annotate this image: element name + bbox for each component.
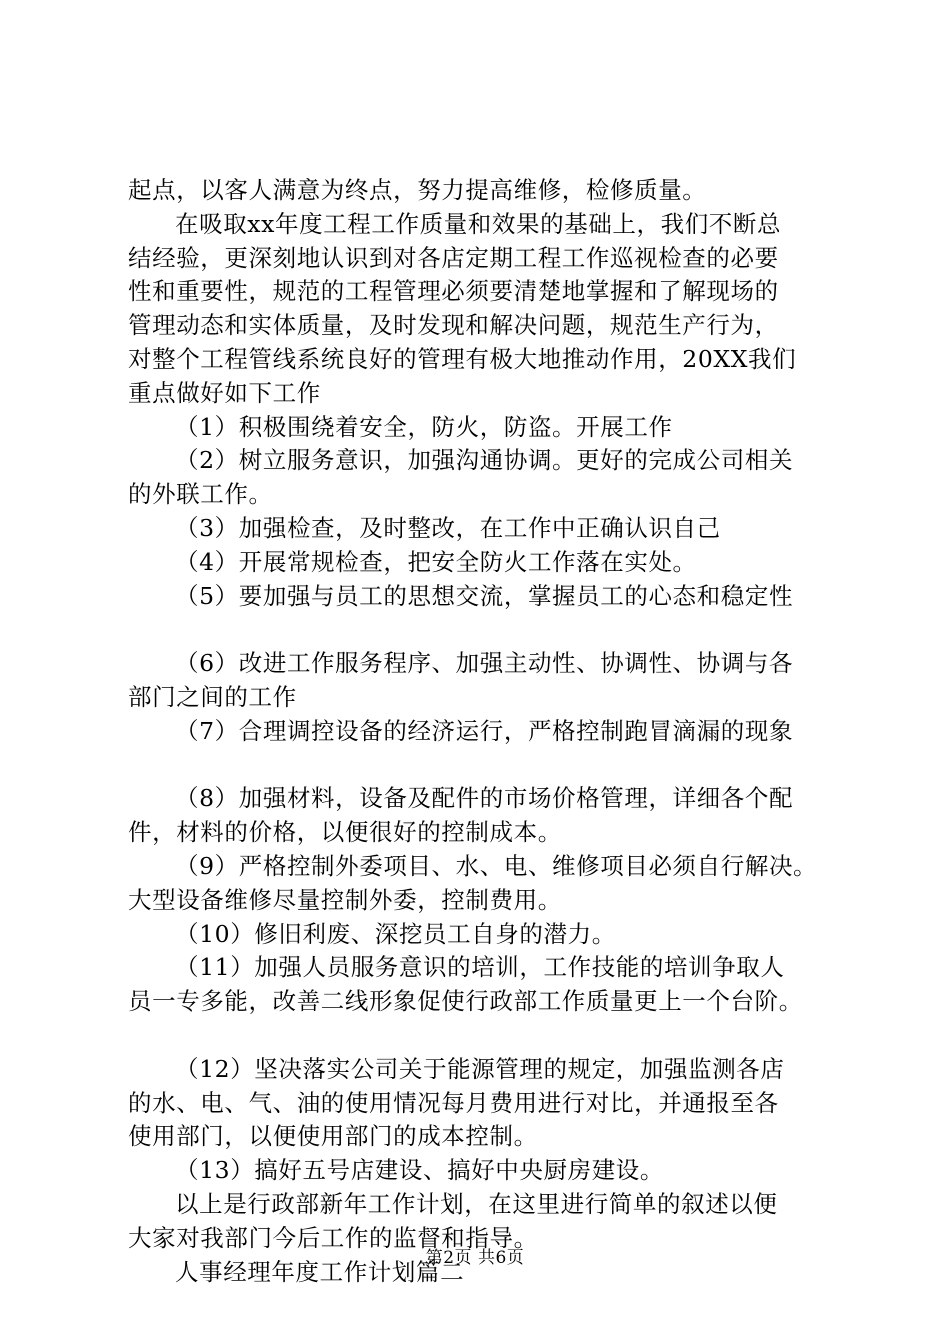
blank-line: [128, 749, 848, 783]
text-line: 的水、电、气、油的使用情况每月费用进行对比，并通报至各: [128, 1088, 779, 1117]
list-item-12: （12）坚决落实公司关于能源管理的规定，加强监测各店: [175, 1054, 785, 1083]
text-line: 以上是行政部新年工作计划，在这里进行简单的叙述以便: [175, 1189, 778, 1218]
text-line: 的外联工作。: [128, 480, 273, 509]
list-item-8: （8）加强材料，设备及配件的市场价格管理，详细各个配: [175, 784, 794, 813]
list-item-7: （7）合理调控设备的经济运行，严格控制跑冒滴漏的现象: [175, 716, 794, 745]
text-line: 性和重要性，规范的工程管理必须要清楚地掌握和了解现场的: [128, 277, 779, 306]
page-footer: 第2页 共6页: [425, 1248, 525, 1268]
section-heading: 人事经理年度工作计划篇二: [175, 1257, 465, 1286]
text-line: 对整个工程管线系统良好的管理有极大地推动作用，20XX我们: [128, 344, 797, 373]
document-body: [128, 174, 848, 1289]
text-line: 部门之间的工作: [128, 682, 297, 711]
list-item-1: （1）积极围绕着安全，防火，防盗。开展工作: [175, 412, 673, 441]
list-item-11: （11）加强人员服务意识的培训，工作技能的培训争取人: [175, 953, 785, 982]
text-line: 员一专多能，改善二线形象促使行政部工作质量更上一个台阶。: [128, 987, 803, 1016]
list-item-4: （4）开展常规检查，把安全防火工作落在实处。: [175, 547, 697, 576]
text-line: 件，材料的价格，以便很好的控制成本。: [128, 818, 562, 847]
text-line: 大型设备维修尽量控制外委，控制费用。: [128, 885, 562, 914]
list-item-5: （5）要加强与员工的思想交流，掌握员工的心态和稳定性: [175, 581, 794, 610]
list-item-9: （9）严格控制外委项目、水、电、维修项目必须自行解决。: [175, 851, 818, 880]
list-item-3: （3）加强检查，及时整改，在工作中正确认识自己: [175, 513, 721, 542]
blank-line: [128, 613, 848, 647]
text-line: 在吸取xx年度工程工作质量和效果的基础上，我们不断总: [175, 209, 782, 238]
list-item-10: （10）修旧利废、深挖员工自身的潜力。: [175, 919, 616, 948]
text-line: 重点做好如下工作: [128, 378, 321, 407]
text-line: 管理动态和实体质量，及时发现和解决问题，规范生产行为，: [128, 311, 779, 340]
list-item-2: （2）树立服务意识，加强沟通协调。更好的完成公司相关: [175, 446, 794, 475]
list-item-6: （6）改进工作服务程序、加强主动性、协调性、协调与各: [175, 649, 794, 678]
blank-line: [128, 1019, 848, 1053]
text-line: 使用部门，以便使用部门的成本控制。: [128, 1122, 538, 1151]
text-line: 大家对我部门今后工作的监督和指导。: [128, 1223, 538, 1252]
text-line: 结经验，更深刻地认识到对各店定期工程工作巡视检查的必要: [128, 243, 779, 272]
list-item-13: （13）搞好五号店建设、搞好中央厨房建设。: [175, 1156, 665, 1185]
text-line: 起点，以客人满意为终点，努力提高维修，检修质量。: [128, 176, 707, 204]
